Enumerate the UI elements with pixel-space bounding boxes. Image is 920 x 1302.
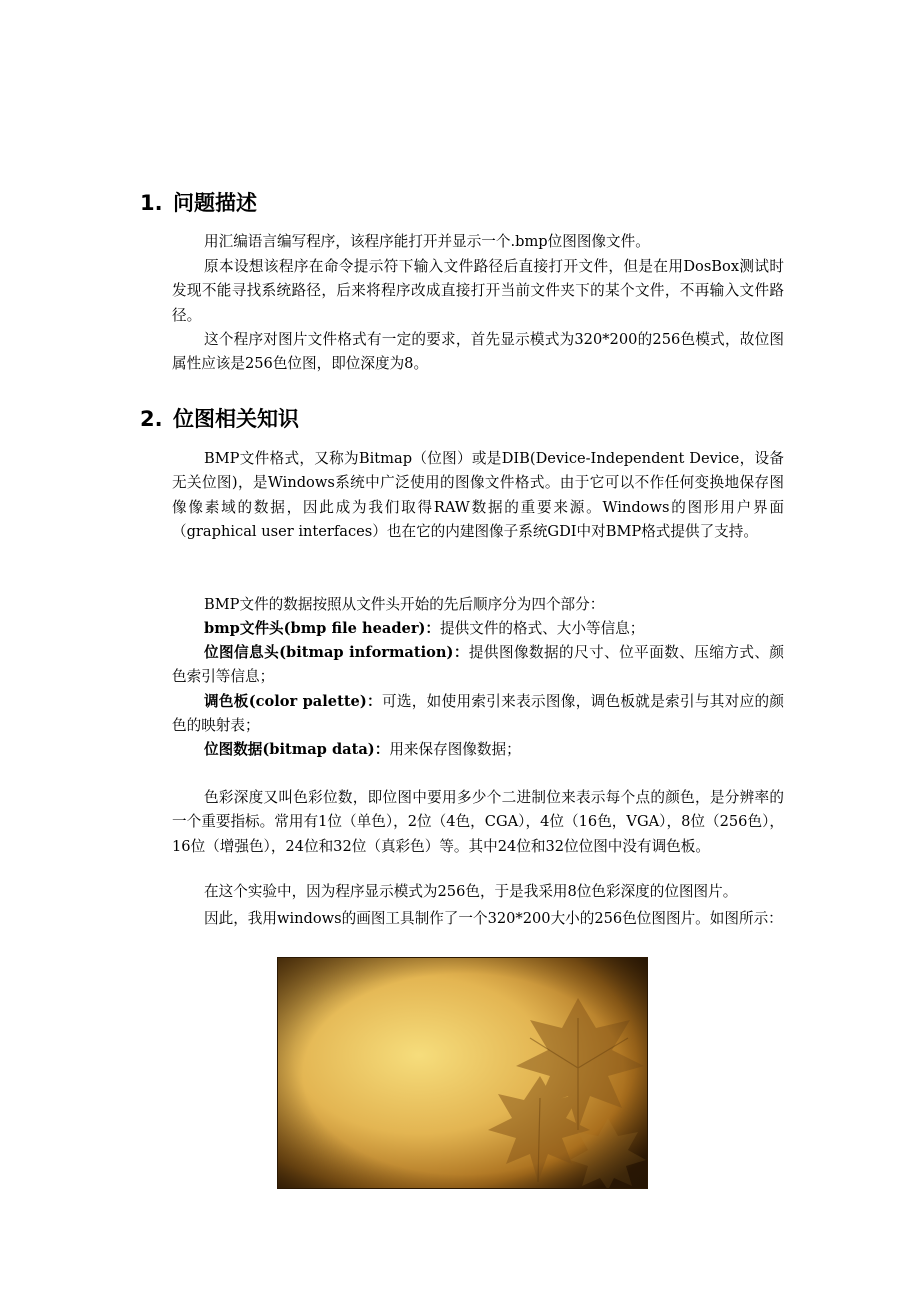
bmp-intro-paragraph: BMP文件格式，又称为Bitmap（位图）或是DIB(Device-Independent Device，设备无关位图)，是Windows系统中广泛使用的图像文件格式。由于它可以不作任何变换地保存图像像素域的数据，因此成为我们取得RAW数据的重要来源。Windows的图形用户界面（graphical user interfaces）也在它的内建图像子系统GDI中对BMP格式提供了支持。 (172, 450, 784, 541)
maple-leaf-parchment-graphic (278, 958, 648, 1189)
section-2-number: 2. (140, 407, 163, 431)
bmp-part-text: 可选，如使用索引来表示图像，调色板就是索引与其对应的颜色的映射表； (172, 693, 785, 735)
section-1-paragraph: 原本设想该程序在命令提示符下输入文件路径后直接打开文件，但是在用DosBox测试时发现不能寻找系统路径，后来将程序改成直接打开当前文件夹下的某个文件，不再输入文件路径。 (172, 258, 784, 324)
color-depth-paragraph: 在这个实验中，因为程序显示模式为256色，于是我采用8位色彩深度的位图图片。 (204, 883, 738, 900)
bmp-part-text: 提供图像数据的尺寸、位平面数、压缩方式、颜色索引等信息； (172, 644, 784, 686)
section-2-title: 位图相关知识 (173, 407, 299, 431)
bmp-part-label: bmp文件头(bmp file header)： (204, 620, 441, 637)
bmp-part-text: 提供文件的格式、大小等信息； (440, 620, 645, 637)
bmp-part-label: 位图信息头(bitmap information)： (204, 644, 469, 661)
bmp-part-item (172, 641, 784, 690)
bmp-parts-intro: BMP文件的数据按照从文件头开始的先后顺序分为四个部分： (204, 596, 605, 613)
section-1-title: 问题描述 (173, 191, 257, 215)
bmp-part-item (172, 617, 784, 641)
bmp-part-label: 调色板(color palette)： (204, 693, 382, 710)
bitmap-sample-image (277, 957, 648, 1189)
section-1-heading (140, 189, 257, 217)
section-1-paragraph: 这个程序对图片文件格式有一定的要求，首先显示模式为320*200的256色模式，故位图属性应该是256色位图，即位深度为8。 (172, 331, 784, 373)
color-depth-paragraph: 因此，我用windows的画图工具制作了一个320*200大小的256色位图图片。如图所示： (204, 910, 783, 927)
color-depth-paragraph: 色彩深度又叫色彩位数，即位图中要用多少个二进制位来表示每个点的颜色，是分辨率的一个重要指标。常用有1位（单色），2位（4色，CGA），4位（16色，VGA），8位（256色），16位（增强色），24位和32位（真彩色）等。其中24位和32位位图中没有调色板。 (172, 789, 784, 855)
section-1-paragraph: 用汇编语言编写程序，该程序能打开并显示一个.bmp位图图像文件。 (204, 233, 650, 250)
section-2-heading (140, 405, 299, 433)
bmp-part-label: 位图数据(bitmap data)： (204, 741, 390, 758)
bmp-part-item (172, 738, 784, 762)
section-1-number: 1. (140, 191, 163, 215)
bmp-part-text: 用来保存图像数据； (389, 741, 521, 758)
bmp-part-item (172, 690, 784, 739)
